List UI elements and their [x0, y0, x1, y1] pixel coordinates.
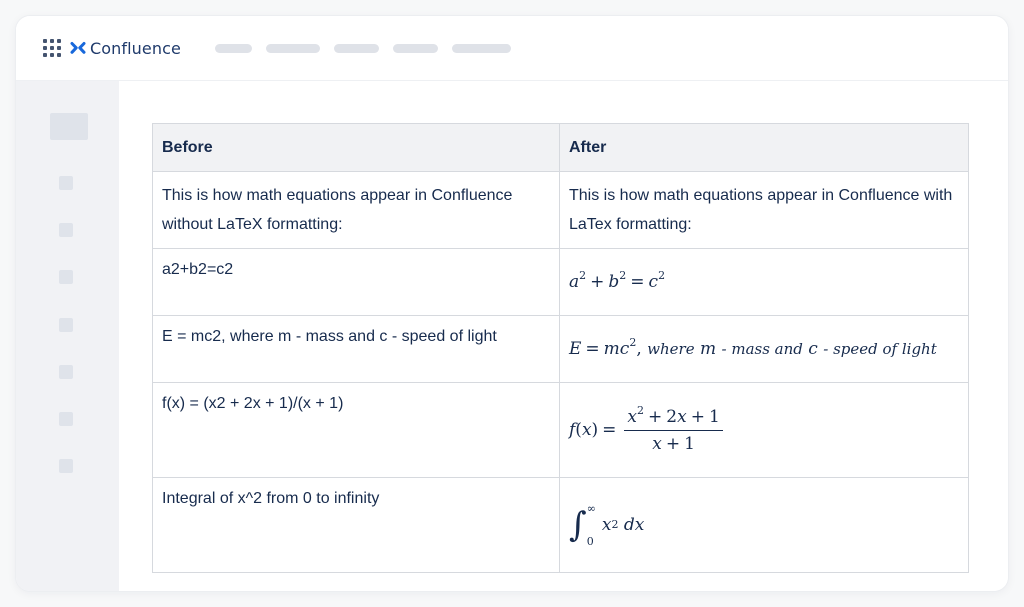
table-header-row: [153, 124, 969, 172]
plain-equation-cell: f(x) = (x2 + 2x + 1)/(x + 1): [153, 383, 560, 478]
latex-fraction: f(x) = $\frac{x^2 + 2x + 1}{x + 1}$: [569, 420, 723, 440]
latex-equation-cell: [560, 249, 969, 316]
sidebar: [16, 81, 119, 591]
page-content: [119, 81, 1008, 591]
nav-placeholder-item: [266, 44, 320, 53]
column-header-after: After: [560, 124, 969, 172]
comparison-table: [152, 123, 969, 573]
latex-mass-energy: $E = mc^2$, where m - mass and c - speed of light: [569, 336, 937, 359]
table-row: [153, 249, 969, 316]
intro-before-cell: This is how math equations appear in Confluence without LaTeX formatting:: [153, 172, 560, 249]
nav-placeholder: [215, 44, 511, 53]
table-row: [153, 478, 969, 573]
sidebar-item-placeholder[interactable]: [59, 176, 73, 190]
sidebar-header-placeholder: [50, 113, 88, 140]
nav-placeholder-item: [334, 44, 379, 53]
latex-text-mass: - mass and: [721, 340, 803, 358]
app-window: [16, 16, 1008, 591]
latex-text-speed: - speed of light: [823, 340, 937, 358]
latex-equation-cell: [560, 383, 969, 478]
nav-placeholder-item: [452, 44, 511, 53]
table-row: [153, 383, 969, 478]
plain-equation-cell: Integral of x^2 from 0 to infinity: [153, 478, 560, 573]
product-name[interactable]: Confluence: [90, 38, 181, 58]
confluence-logo-icon[interactable]: [70, 40, 86, 56]
sidebar-item-placeholder[interactable]: [59, 270, 73, 284]
table-row: [153, 172, 969, 249]
app-switcher-icon[interactable]: [43, 39, 61, 57]
latex-var-c: c: [808, 339, 818, 359]
sidebar-item-placeholder[interactable]: [59, 223, 73, 237]
latex-var-m: m: [699, 339, 717, 359]
integral-lower-limit: 0: [586, 535, 594, 548]
nav-placeholder-item: [215, 44, 252, 53]
latex-text-where: where: [647, 340, 695, 358]
integral-upper-limit: ∞: [586, 502, 596, 515]
nav-placeholder-item: [393, 44, 438, 53]
latex-equation-cell: [560, 478, 969, 573]
latex-equation-cell: [560, 316, 969, 383]
sidebar-item-placeholder[interactable]: [59, 412, 73, 426]
latex-pythagorean: $a^2 + b^2 = c^2$: [569, 269, 666, 292]
column-header-before: Before: [153, 124, 560, 172]
latex-integral: ∫ ∞ 0 x 2 dx: [569, 502, 645, 548]
sidebar-item-placeholder[interactable]: [59, 318, 73, 332]
table-row: [153, 316, 969, 383]
sidebar-item-placeholder[interactable]: [59, 365, 73, 379]
top-navigation: [16, 16, 1008, 81]
sidebar-item-placeholder[interactable]: [59, 459, 73, 473]
plain-equation-cell: E = mc2, where m - mass and c - speed of light: [153, 316, 560, 383]
intro-after-cell: This is how math equations appear in Confluence with LaTex formatting:: [560, 172, 969, 249]
plain-equation-cell: a2+b2=c2: [153, 249, 560, 316]
